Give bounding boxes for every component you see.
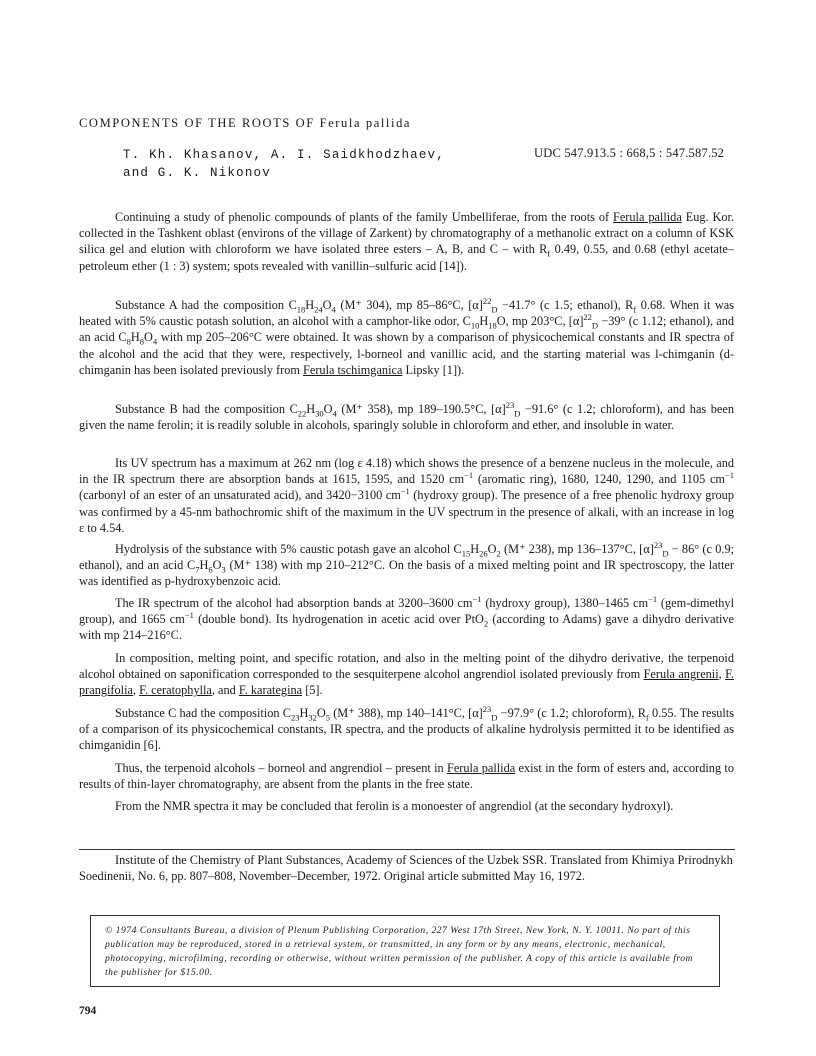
p7-text: [5]. <box>305 683 323 698</box>
p8-text: (M⁺ 388), mp 140–141°C, [α] <box>333 706 483 720</box>
superscript: 22 <box>482 295 492 306</box>
p8-text: Substance C had the composition C <box>115 706 291 720</box>
p5-text: O <box>212 558 222 573</box>
paragraph-4 <box>79 455 734 536</box>
subscript: 10 <box>470 320 480 331</box>
p5-text: − 86° (c 0.9; ethanol), and an acid C <box>79 542 735 573</box>
subscript: 5 <box>325 712 330 723</box>
p2-text: 0.68. When it was heated with 5% caustic potash solution, an alcohol with a camphor-like odor, C <box>79 298 735 329</box>
p4-text: Its UV spectrum has a maximum at 262 nm (log ε 4.18) which shows the presence of a benzene nucleus in the molecule, and in the IR spectrum there are absorption bands at 1615, 1595, and 1520 cm <box>79 456 734 487</box>
subscript: 8 <box>126 336 131 347</box>
rf-subscript: f <box>633 304 637 315</box>
p4-text: (carbonyl of an ester of an unsaturated acid), and 3420−3100 cm <box>79 488 401 503</box>
species-name: Ferula pallida <box>613 210 682 224</box>
p1-text-a: Continuing a study of phenolic compounds of plants of the family Umbelliferae, from the roots of <box>115 210 610 224</box>
p8-text: H <box>299 706 309 720</box>
superscript: −1 <box>464 470 474 481</box>
p5-text: (M⁺ 238), mp 136–137°C, [α] <box>504 542 654 556</box>
p6-text: The IR spectrum of the alcohol had absorption bands at 3200–3600 cm <box>115 596 473 610</box>
species-name: F. ceratophylla <box>139 683 212 698</box>
subscript: D <box>514 408 521 419</box>
p2-text: H <box>479 314 489 329</box>
p2-text: −39° (c 1.12; ethanol), and an acid C <box>79 314 735 345</box>
subscript: D <box>591 320 599 331</box>
p9-text: exist in the form of esters and, according to results of thin-layer chromatography, are absent from the plants in the free state. <box>79 761 734 792</box>
p8-text: 0.55. The results of a comparison of its physicochemical constants, IR spectra, and the products of alkaline hydrolysis permitted it to be identified as chimganidin [6]. <box>79 706 735 753</box>
p8-text: −97.9° (c 1.2; chloroform), R <box>500 706 646 720</box>
p9-text: Thus, the terpenoid alcohols – borneol and angrendiol – present in <box>115 761 444 775</box>
p6-text: (gem-dimethyl group), and 1665 cm <box>79 596 734 627</box>
paragraph-7: In composition, melting point, and specific rotation, and also in the melting point of the dihydro derivative, the terpenoid alcohol obtained on saponification corresponded to the sesquiterpene alcohol angrendiol isolated previously from Ferula angrenii, F. prangifolia, F. ceratophylla, and F. karategina [5]. <box>79 651 735 698</box>
p4-text: (hydroxy group). The presence of a free phenolic hydroxy group was confirmed by a 45-nm bathochromic shift of the maximum in the UV spectrum in the presence of alkali, with an increase in log ε to 4.54. <box>79 488 734 535</box>
rf-subscript: f <box>547 248 551 259</box>
p2-text: Lipsky [1]). <box>405 362 465 377</box>
p2-text: O <box>144 330 153 345</box>
p7-text: and <box>218 683 236 698</box>
p3-text: Substance B had the composition C <box>115 402 298 416</box>
p2-text: (M⁺ 304), mp 85–86°C, [α] <box>340 298 483 312</box>
paragraph-9 <box>79 760 734 792</box>
p1-text-b: Eug. Kor. collected in the Tashkent oblast (environs of the village of Zarkent) by chromatography of a methanolic extract on a column of KSK silica gel and elution with chloroform we have isolated three esters – A, B, and C – with R <box>79 210 735 257</box>
title-species: Ferula pallida <box>319 116 412 130</box>
p8-text: O <box>316 706 326 720</box>
subscript: D <box>491 304 498 315</box>
p3-text: O <box>323 402 333 416</box>
subscript: 4 <box>332 408 337 419</box>
p5-text: H <box>199 558 209 573</box>
paragraph-3 <box>79 401 734 433</box>
p10-text: From the NMR spectra it may be concluded that ferolin is a monoester of angrendiol (at the secondary hydroxyl). <box>115 799 674 813</box>
subscript: 2 <box>483 618 489 629</box>
p5-text: Hydrolysis of the substance with 5% caustic potash gave an alcohol C <box>115 542 462 556</box>
p5-text: H <box>470 542 480 556</box>
species-name: Ferula angrenii <box>643 667 719 682</box>
authors: T. Kh. Khasanov, A. I. Saidkhodzhaev, and G. K. Nikonov <box>123 148 445 180</box>
species-name: Ferula pallida <box>446 761 516 775</box>
footnote-divider <box>79 849 735 850</box>
subscript: D <box>662 548 669 559</box>
subscript: 7 <box>195 564 200 575</box>
p2-text: H <box>305 298 315 312</box>
p3-text: H <box>306 402 316 416</box>
paragraph-1 <box>79 209 734 274</box>
p4-text: (aromatic ring), 1680, 1240, 1290, and 1105 cm <box>477 472 725 487</box>
subscript: 15 <box>461 548 471 559</box>
p3-text: (M⁺ 358), mp 189–190.5°C, [α] <box>341 402 506 416</box>
superscript: −1 <box>184 610 194 621</box>
copyright-box: © 1974 Consultants Bureau, a division of Plenum Publishing Corporation, 227 West 17th Street, New York, N. Y. 10011. No part of this publication may be reproduced, stored in a retrieval system, or transmitted, in any form or by any means, electronic, mechanical, photocopying, microfilming, recording or otherwise, without written permission of the publisher. A copy of this article is available from the publisher for $15.00. <box>90 915 720 987</box>
p3-text: −91.6° (c 1.2; chloroform), and has been given the name ferolin; it is readily soluble in alcohols, sparingly soluble in chloroform and ether, and insoluble in water. <box>79 402 734 433</box>
p2-text: with mp 205–206°C were obtained. It was shown by a comparison of physicochemical constants and IR spectra of the alcohol and the acid that they were, respectively, l-borneol and vanillic acid, and the starting material was l-chimganin (d-chimganin has been isolated previously from <box>79 330 734 377</box>
p6-text: (according to Adams) gave a dihydro derivative with mp 214–216°C. <box>79 612 735 643</box>
paragraph-8 <box>79 705 734 754</box>
rf-subscript: f <box>645 712 649 723</box>
subscript: 30 <box>315 408 324 419</box>
p2-text: O, mp 203°C, [α] <box>496 314 584 329</box>
species-name: Ferula tschimganica <box>303 362 403 377</box>
species-name: F. karategina <box>238 683 303 698</box>
paragraph-10 <box>79 798 734 814</box>
paragraph-2 <box>79 297 734 378</box>
superscript: −1 <box>648 593 658 604</box>
subscript: 26 <box>479 548 488 559</box>
p2-text: −41.7° (c 1.5; ethanol), R <box>502 298 634 312</box>
p5-text: O <box>487 542 497 556</box>
subscript: 3 <box>221 564 226 575</box>
p2-text: O <box>322 298 332 312</box>
subscript: 22 <box>297 408 307 419</box>
subscript: 18 <box>296 304 306 315</box>
subscript: 24 <box>314 304 323 315</box>
p6-text: (hydroxy group), 1380–1465 cm <box>485 596 649 610</box>
subscript: 23 <box>290 712 300 723</box>
subscript: 18 <box>488 320 497 331</box>
superscript: 23 <box>505 399 515 410</box>
superscript: 22 <box>583 312 592 323</box>
superscript: 23 <box>653 539 663 550</box>
article-title <box>79 116 411 131</box>
subscript: 8 <box>139 336 145 347</box>
subscript: 4 <box>331 304 336 315</box>
subscript: 2 <box>496 548 501 559</box>
subscript: 4 <box>152 336 158 347</box>
p7-text: In composition, melting point, and specific rotation, and also in the melting point of the dihydro derivative, the terpenoid alcohol obtained on saponification corresponded to the sesquiterpene alcohol angrendiol isolated previously from <box>79 651 734 682</box>
species-name: F. prangifolia <box>79 667 735 698</box>
udc-code: UDC 547.913.5 : 668,5 : 547.587.52 <box>534 146 725 160</box>
subscript: D <box>491 712 498 723</box>
superscript: 23 <box>482 703 492 714</box>
page-number: 794 <box>79 1005 97 1017</box>
subscript: 32 <box>308 712 317 723</box>
p2-text: Substance A had the composition C <box>115 298 297 312</box>
p2-text: H <box>130 330 140 345</box>
title-prefix: COMPONENTS OF THE ROOTS OF <box>79 116 315 130</box>
superscript: −1 <box>724 470 735 481</box>
subscript: 6 <box>208 564 213 575</box>
p5-text: (M⁺ 138) with mp 210–212°C. On the basis of a mixed melting point and IR spectroscopy, the latter was identified as p-hydroxybenzoic acid. <box>79 558 734 589</box>
paragraph-5 <box>79 541 734 590</box>
superscript: −1 <box>472 593 482 604</box>
superscript: −1 <box>400 486 410 497</box>
p6-text: (double bond). Its hydrogenation in acetic acid over PtO <box>198 612 484 627</box>
p1-text-c: 0.49, 0.55, and 0.68 (ethyl acetate–petroleum ether (1 : 3) system; spots revealed with vanillin–sulfuric acid [14]). <box>79 242 735 273</box>
paragraph-6 <box>79 595 734 644</box>
affiliation-footnote: Institute of the Chemistry of Plant Substances, Academy of Sciences of the Uzbek SSR. Translated from Khimiya Prirodnykh Soedinenii, No. 6, pp. 807–808, November–December, 1972. Original article submitted May 16, 1972. <box>79 853 733 883</box>
